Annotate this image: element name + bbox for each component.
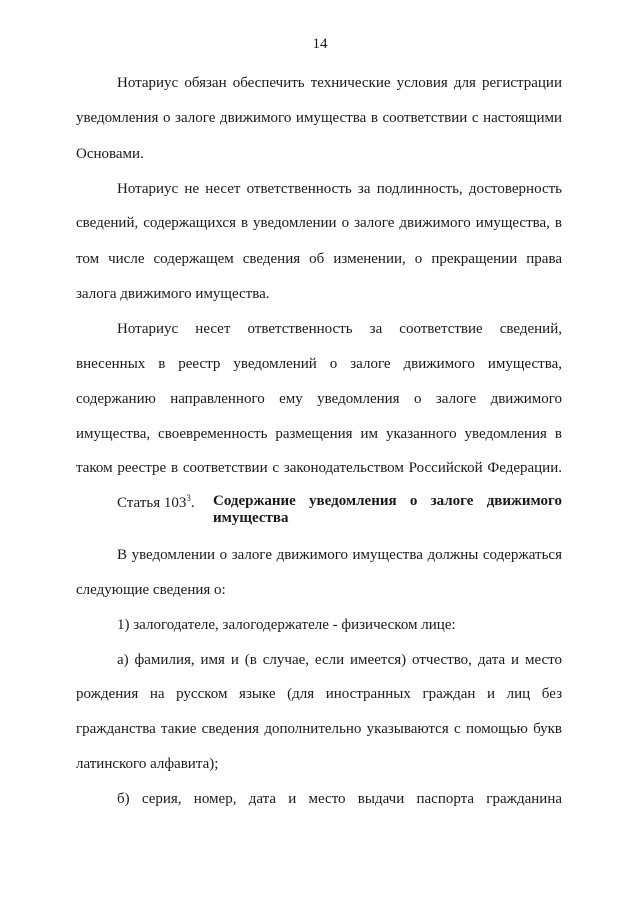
paragraph-line: Основами. <box>76 146 144 162</box>
article-label: Статья 103 <box>117 495 187 511</box>
paragraph-line: а) фамилия, имя и (в случае, если имеется) отчество, дата и место <box>117 652 562 668</box>
page-number: 14 <box>312 36 328 52</box>
paragraph-line: следующие сведения о: <box>76 582 226 598</box>
paragraph-line: содержанию направленного ему уведомления о залоге движимого <box>76 391 562 407</box>
paragraph-line: имущества, своевременность размещения им указанного уведомления в <box>76 426 562 442</box>
article-punct: . <box>190 495 195 511</box>
paragraph-line: латинского алфавита); <box>76 756 219 772</box>
paragraph-line: залога движимого имущества. <box>76 286 270 302</box>
paragraph-line: гражданства такие сведения дополнительно указываются с помощью букв <box>76 721 562 737</box>
paragraph-line: Нотариус не несет ответственность за подлинность, достоверность <box>117 181 562 197</box>
paragraph-line: Нотариус несет ответственность за соответствие сведений, <box>117 321 562 337</box>
paragraph-line: рождения на русском языке (для иностранных граждан и лиц без <box>76 686 562 702</box>
paragraph-line: внесенных в реестр уведомлений о залоге движимого имущества, <box>76 356 562 372</box>
list-item: 1) залогодателе, залогодержателе - физическом лице: <box>117 617 456 633</box>
article-number <box>117 493 195 512</box>
article-title-cont: имущества <box>213 510 289 526</box>
paragraph-line: том числе содержащем сведения об изменении, о прекращении права <box>76 251 562 267</box>
paragraph-line: б) серия, номер, дата и место выдачи паспорта гражданина <box>117 791 562 807</box>
paragraph-line: В уведомлении о залоге движимого имущества должны содержаться <box>117 547 562 563</box>
article-superscript: 3 <box>186 493 191 503</box>
paragraph-line: таком реестре в соответствии с законодательством Российской Федерации. <box>76 460 562 476</box>
paragraph-line: Нотариус обязан обеспечить технические условия для регистрации <box>117 75 562 91</box>
paragraph-line: уведомления о залоге движимого имущества в соответствии с настоящими <box>76 110 562 126</box>
paragraph-line: сведений, содержащихся в уведомлении о залоге движимого имущества, в <box>76 215 562 231</box>
article-title: Содержание уведомления о залоге движимого <box>213 493 562 509</box>
